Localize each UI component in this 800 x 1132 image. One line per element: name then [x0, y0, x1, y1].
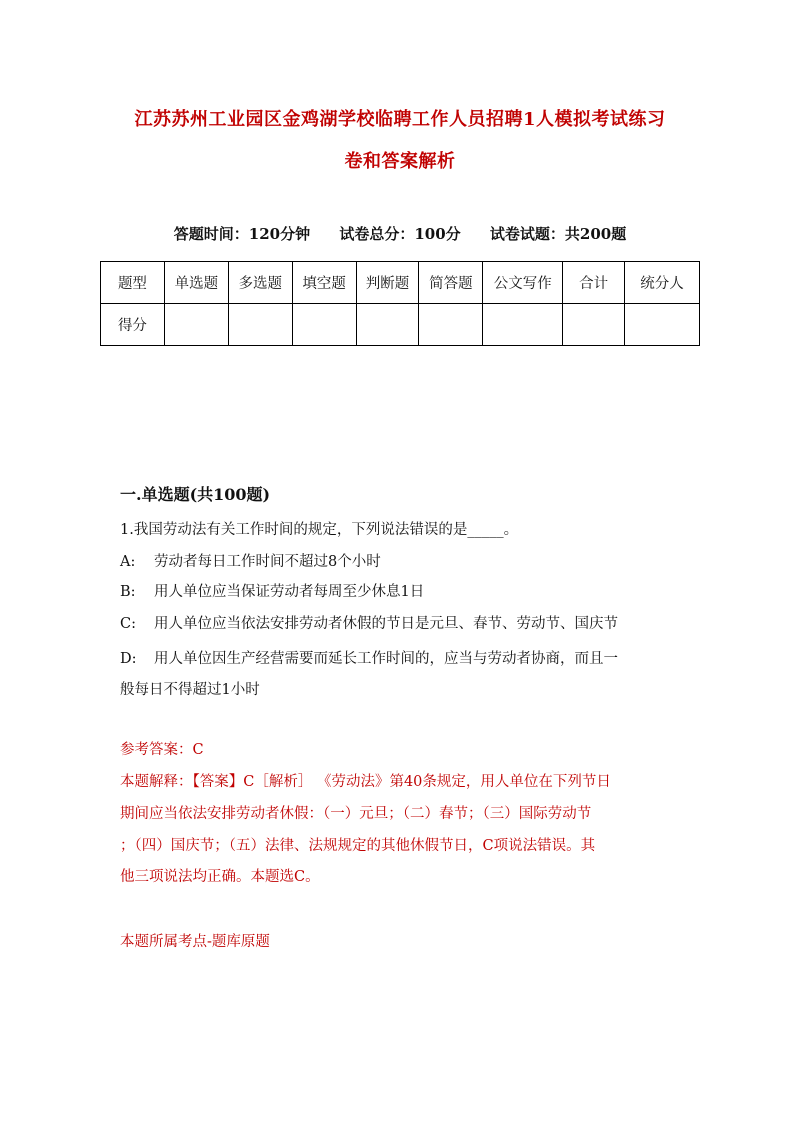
score-table-header: 单选题 [164, 262, 228, 304]
score-table-header: 判断题 [356, 262, 419, 304]
score-row-label: 得分 [101, 304, 165, 346]
score-table-header: 题型 [101, 262, 165, 304]
option-key: A: [120, 554, 136, 570]
section-title: 一.单选题(共100题) [120, 485, 271, 504]
score-cell [483, 304, 563, 346]
score-cell [625, 304, 700, 346]
option-key: D: [120, 651, 137, 667]
explanation-line: 本题解释：【答案】C［解析］ 《劳动法》第40条规定，用人单位在下列节日 [120, 774, 611, 790]
exam-time: 答题时间：120分钟 [173, 225, 311, 243]
explanation-line: 期间应当依法安排劳动者休假：（一）元旦；（二）春节；（三）国际劳动节 [120, 806, 592, 822]
score-cell [228, 304, 292, 346]
score-cell [164, 304, 228, 346]
option-b [120, 580, 680, 601]
score-cell [419, 304, 483, 346]
option-key: C: [120, 616, 136, 632]
question-stem: 1.我国劳动法有关工作时间的规定，下列说法错误的是_____。 [120, 522, 519, 538]
exam-total-score: 试卷总分：100分 [339, 225, 461, 243]
option-a [120, 550, 680, 571]
option-text: 用人单位应当保证劳动者每周至少休息1日 [154, 584, 425, 600]
score-table-header: 多选题 [228, 262, 292, 304]
exam-question-count: 试卷试题：共200题 [489, 225, 627, 243]
score-table-header: 公文写作 [483, 262, 563, 304]
option-c [120, 612, 680, 633]
exam-meta [100, 223, 700, 244]
option-d-continuation: 般每日不得超过1小时 [120, 682, 260, 698]
explanation-line: ；（四）国庆节；（五）法律、法规规定的其他休假节日，C项说法错误。其 [120, 838, 596, 854]
score-cell [563, 304, 625, 346]
option-key: B: [120, 584, 136, 600]
option-text: 用人单位应当依法安排劳动者休假的节日是元旦、春节、劳动节、国庆节 [154, 616, 618, 632]
knowledge-point: 本题所属考点-题库原题 [120, 934, 270, 950]
option-d [120, 647, 680, 668]
score-cell [292, 304, 356, 346]
reference-answer: 参考答案：C [120, 742, 204, 758]
score-table-header: 合计 [563, 262, 625, 304]
document-title-line1: 江苏苏州工业园区金鸡湖学校临聘工作人员招聘1人模拟考试练习 [134, 109, 666, 130]
score-table-header: 简答题 [419, 262, 483, 304]
document-title-line2: 卷和答案解析 [344, 151, 456, 172]
explanation-line: 他三项说法均正确。本题选C。 [120, 869, 320, 885]
score-cell [356, 304, 419, 346]
option-text: 用人单位因生产经营需要而延长工作时间的，应当与劳动者协商，而且一 [154, 651, 618, 667]
option-text: 劳动者每日工作时间不超过8个小时 [154, 554, 381, 570]
score-table [100, 261, 700, 346]
score-table-header: 填空题 [292, 262, 356, 304]
score-table-header: 统分人 [625, 262, 700, 304]
score-table-header-row [101, 262, 700, 304]
score-table-score-row [101, 304, 700, 346]
